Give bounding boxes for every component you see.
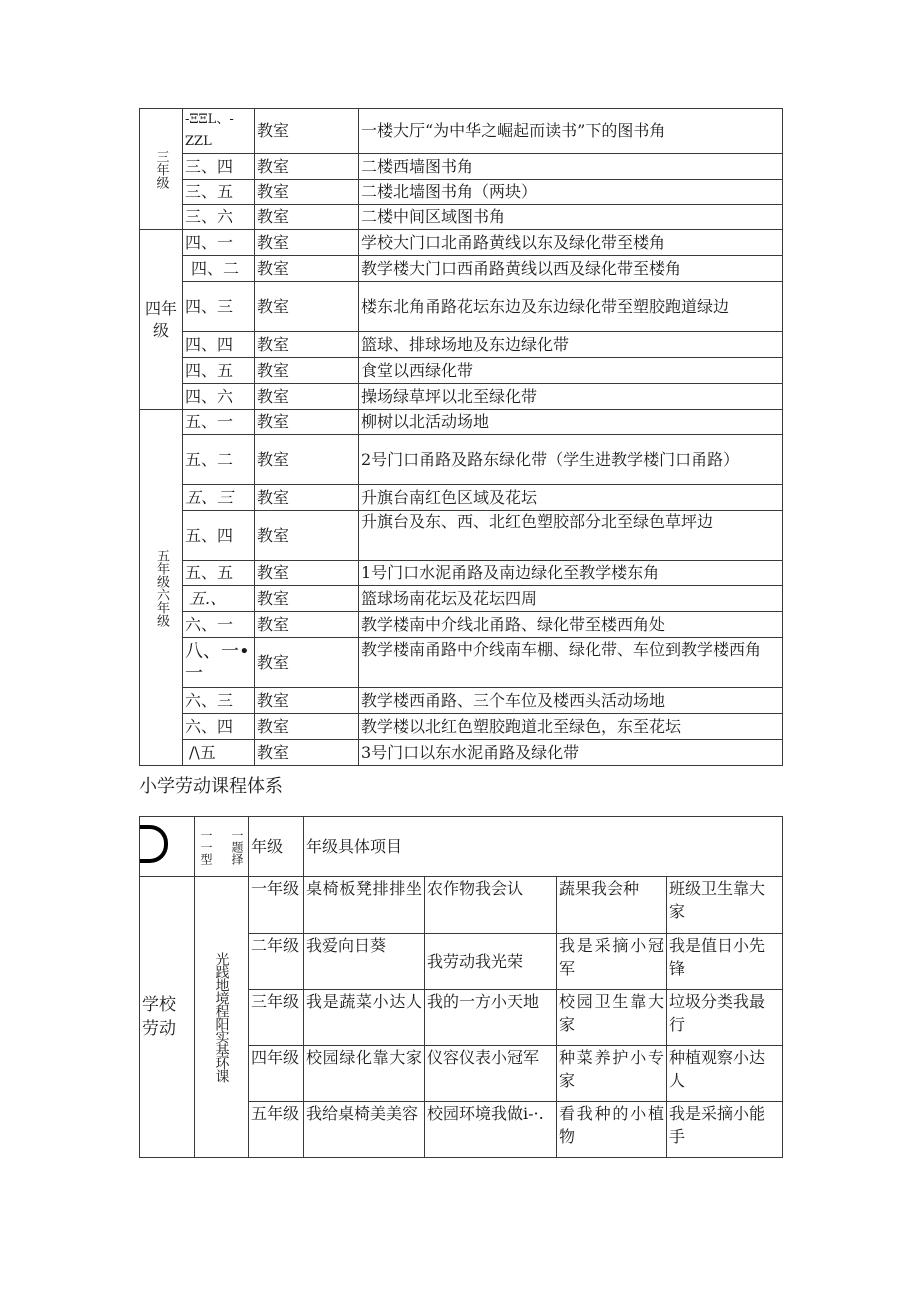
table-row bbox=[140, 586, 783, 612]
section-heading: 小学劳动课程体系 bbox=[139, 776, 283, 797]
class-cell: 三、六 bbox=[183, 205, 255, 230]
room-cell: 教室 bbox=[255, 109, 359, 154]
area-cell: 教学楼以北红色塑胶跑道北至绿色，东至花坛 bbox=[359, 714, 783, 740]
room-cell: 教室 bbox=[255, 256, 359, 282]
area-cell: 楼东北角甬路花坛东边及东边绿化带至塑胶跑道绿边 bbox=[359, 282, 783, 332]
item-cell: 种菜养护小专家 bbox=[557, 1046, 667, 1102]
bracket-icon bbox=[140, 825, 169, 863]
table-row bbox=[140, 511, 783, 561]
room-cell: 教室 bbox=[255, 511, 359, 561]
header-grade: 年级 bbox=[249, 817, 304, 877]
table-row bbox=[140, 358, 783, 384]
table-row bbox=[140, 109, 783, 154]
class-cell: 四、四 bbox=[183, 332, 255, 358]
curriculum-table bbox=[139, 816, 783, 1158]
table-row bbox=[140, 256, 783, 282]
area-cell: 升旗台南红色区域及花坛 bbox=[359, 485, 783, 511]
header-type-label: 一一型 bbox=[199, 828, 213, 865]
room-cell: 教室 bbox=[255, 561, 359, 586]
grade-group-label: 三年级 bbox=[140, 109, 183, 230]
item-cell: 我的一方小天地 bbox=[425, 990, 557, 1046]
area-cell: 食堂以西绿化带 bbox=[359, 358, 783, 384]
item-cell: 桌椅板凳排排坐 bbox=[304, 877, 425, 934]
header-type-topic bbox=[195, 817, 249, 877]
area-cell: 二楼北墙图书角（两块） bbox=[359, 180, 783, 205]
room-cell: 教室 bbox=[255, 740, 359, 766]
item-cell: 我是采摘小冠军 bbox=[557, 934, 667, 990]
class-cell: 六、四 bbox=[183, 714, 255, 740]
table-row bbox=[140, 154, 783, 180]
room-cell: 教室 bbox=[255, 638, 359, 688]
item-cell: 校园绿化靠大家 bbox=[304, 1046, 425, 1102]
room-cell: 教室 bbox=[255, 586, 359, 612]
grade-cell: 三年级 bbox=[249, 990, 304, 1046]
class-cell: 四、六 bbox=[183, 384, 255, 410]
room-cell: 教室 bbox=[255, 180, 359, 205]
table-row bbox=[140, 877, 783, 934]
table-header-row bbox=[140, 817, 783, 877]
area-cell: 3号门口以东水泥甬路及绿化带 bbox=[359, 740, 783, 766]
table-row bbox=[140, 740, 783, 766]
area-cell: 篮球场南花坛及花坛四周 bbox=[359, 586, 783, 612]
item-cell: 种植观察小达人 bbox=[667, 1046, 783, 1102]
class-cell: 四、一 bbox=[183, 230, 255, 256]
area-cell: 学校大门口北甬路黄线以东及绿化带至楼角 bbox=[359, 230, 783, 256]
grade-group-label: 五年级六年级 bbox=[140, 410, 183, 766]
room-cell: 教室 bbox=[255, 230, 359, 256]
header-items: 年级具体项目 bbox=[304, 817, 783, 877]
area-cell: 教学楼西甬路、三个车位及楼西头活动场地 bbox=[359, 688, 783, 714]
table-row bbox=[140, 638, 783, 688]
item-cell: 班级卫生靠大家 bbox=[667, 877, 783, 934]
grade-cell: 一年级 bbox=[249, 877, 304, 934]
table-row bbox=[140, 205, 783, 230]
class-cell: /\五 bbox=[183, 740, 255, 766]
class-area-table bbox=[139, 108, 783, 766]
item-cell: 我给桌椅美美容 bbox=[304, 1102, 425, 1158]
class-cell: 五、五 bbox=[183, 561, 255, 586]
item-cell: 我是蔬菜小达人 bbox=[304, 990, 425, 1046]
room-cell: 教室 bbox=[255, 332, 359, 358]
room-cell: 教室 bbox=[255, 205, 359, 230]
table-row bbox=[140, 435, 783, 485]
item-cell: 校园环境我做i-·. bbox=[425, 1102, 557, 1158]
table-row bbox=[140, 282, 783, 332]
item-cell: 农作物我会认 bbox=[425, 877, 557, 934]
class-cell: 四、二 bbox=[183, 256, 255, 282]
item-cell: 校园卫生靠大家 bbox=[557, 990, 667, 1046]
area-cell: 2号门口甬路及路东绿化带（学生进教学楼门口甬路） bbox=[359, 435, 783, 485]
grade-cell: 四年级 bbox=[249, 1046, 304, 1102]
item-cell: 仪容仪表小冠军 bbox=[425, 1046, 557, 1102]
area-cell: 教学楼南中介线北甬路、绿化带至楼西角处 bbox=[359, 612, 783, 638]
table-row bbox=[140, 332, 783, 358]
item-cell: 看我种的小植物 bbox=[557, 1102, 667, 1158]
area-cell: 操场绿草坪以北至绿化带 bbox=[359, 384, 783, 410]
class-cell: -ΞΞL、-ZZL bbox=[183, 109, 255, 154]
area-cell: 教学楼南甬路中介线南车棚、绿化带、车位到教学楼西角 bbox=[359, 638, 783, 688]
item-cell: 蔬果我会种 bbox=[557, 877, 667, 934]
room-cell: 教室 bbox=[255, 435, 359, 485]
class-cell: 三、四 bbox=[183, 154, 255, 180]
class-cell: 五、三 bbox=[183, 485, 255, 511]
room-cell: 教室 bbox=[255, 485, 359, 511]
table-row bbox=[140, 485, 783, 511]
area-cell: 教学楼大门口西甬路黄线以西及绿化带至楼角 bbox=[359, 256, 783, 282]
room-cell: 教室 bbox=[255, 384, 359, 410]
item-cell: 我爱向日葵 bbox=[304, 934, 425, 990]
table-row bbox=[140, 410, 783, 435]
category-label: 学校劳动 bbox=[140, 877, 195, 1158]
table-row bbox=[140, 180, 783, 205]
table-row bbox=[140, 230, 783, 256]
room-cell: 教室 bbox=[255, 282, 359, 332]
class-cell: 四、五 bbox=[183, 358, 255, 384]
class-cell: 三、五 bbox=[183, 180, 255, 205]
area-cell: 二楼中间区域图书角 bbox=[359, 205, 783, 230]
class-cell: 六、三 bbox=[183, 688, 255, 714]
class-cell: 五、一 bbox=[183, 410, 255, 435]
room-cell: 教室 bbox=[255, 612, 359, 638]
area-cell: 柳树以北活动场地 bbox=[359, 410, 783, 435]
item-cell: 我劳动我光荣 bbox=[425, 934, 557, 990]
item-cell: 我是采摘小能手 bbox=[667, 1102, 783, 1158]
area-cell: 一楼大厅“为中华之崛起而读书”下的图书角 bbox=[359, 109, 783, 154]
class-cell: 五、四 bbox=[183, 511, 255, 561]
class-cell: 五、二 bbox=[183, 435, 255, 485]
class-cell: 四、三 bbox=[183, 282, 255, 332]
area-cell: 1号门口水泥甬路及南边绿化至教学楼东角 bbox=[359, 561, 783, 586]
room-cell: 教室 bbox=[255, 358, 359, 384]
table-row bbox=[140, 384, 783, 410]
room-cell: 教室 bbox=[255, 688, 359, 714]
table-row bbox=[140, 688, 783, 714]
grade-group-label: 四年级 bbox=[140, 230, 183, 410]
grade-cell: 二年级 bbox=[249, 934, 304, 990]
table-row bbox=[140, 612, 783, 638]
class-cell: 八、一•一 bbox=[183, 638, 255, 688]
item-cell: 我是值日小先锋 bbox=[667, 934, 783, 990]
table-row bbox=[140, 714, 783, 740]
area-cell: 升旗台及东、西、北红色塑胶部分北至绿色草坪边 bbox=[359, 511, 783, 561]
area-cell: 篮球、排球场地及东边绿化带 bbox=[359, 332, 783, 358]
header-topic-label: 一题择 bbox=[230, 828, 244, 865]
class-cell: 五.、 bbox=[183, 586, 255, 612]
subcategory-text: 光践地境程阳实基环课 bbox=[213, 952, 230, 1082]
room-cell: 教室 bbox=[255, 154, 359, 180]
class-cell: 六、一 bbox=[183, 612, 255, 638]
subcategory-label bbox=[195, 877, 249, 1158]
room-cell: 教室 bbox=[255, 410, 359, 435]
room-cell: 教室 bbox=[255, 714, 359, 740]
item-cell: 垃圾分类我最行 bbox=[667, 990, 783, 1046]
table-row bbox=[140, 561, 783, 586]
grade-cell: 五年级 bbox=[249, 1102, 304, 1158]
header-corner bbox=[140, 817, 195, 877]
area-cell: 二楼西墙图书角 bbox=[359, 154, 783, 180]
